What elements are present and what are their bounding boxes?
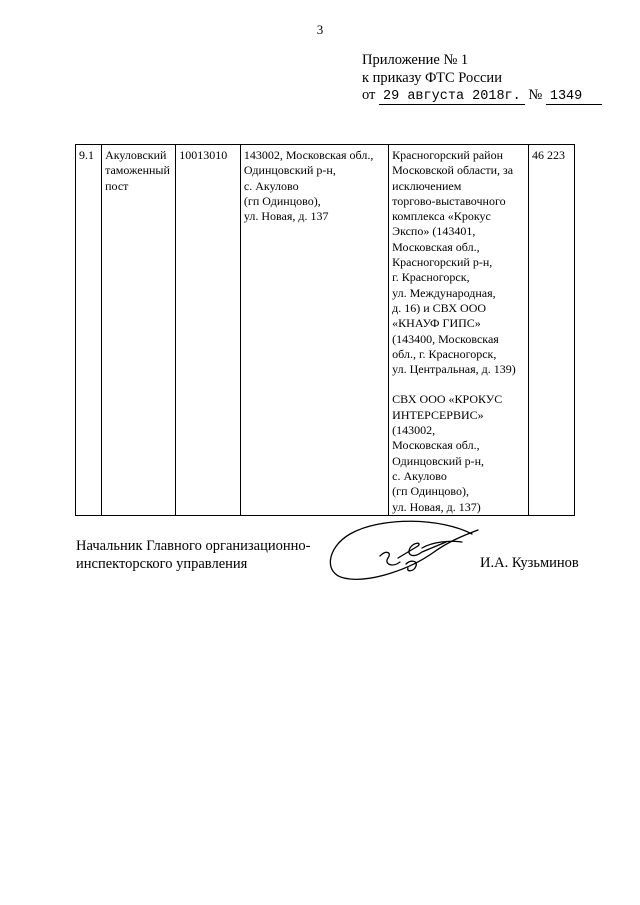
region-line: ул. Центральная, д. 139) bbox=[392, 362, 516, 377]
region-line: Красногорский р-н, bbox=[392, 255, 493, 270]
signer-position-line1: Начальник Главного организационно- bbox=[76, 538, 311, 554]
region-line: д. 16) и СВХ ООО bbox=[392, 300, 487, 315]
paragraph-gap bbox=[392, 377, 525, 392]
region-line: Красногорский район bbox=[392, 148, 504, 162]
post-code: 10013010 bbox=[176, 145, 241, 516]
region-line: ул. Новая, д. 137) bbox=[392, 499, 481, 514]
post-name-line: Акуловский bbox=[105, 148, 167, 162]
page-number: 3 bbox=[316, 22, 324, 37]
address-line: (гп Одинцово), bbox=[243, 193, 321, 208]
region-line: (гп Одинцово), bbox=[392, 484, 469, 499]
amount-cell: 46 223 bbox=[529, 145, 575, 516]
date-prefix: от bbox=[362, 87, 376, 103]
address-line: с. Акулово bbox=[243, 178, 299, 193]
signer-position-line2: инспекторского управления bbox=[76, 556, 248, 572]
region-line: комплекса «Крокус bbox=[392, 209, 491, 224]
appendix-header bbox=[362, 52, 602, 105]
address-line: Одинцовский р-н, bbox=[243, 163, 336, 178]
number-prefix: № bbox=[528, 87, 543, 103]
post-address-cell bbox=[240, 145, 388, 516]
handwritten-signature bbox=[322, 512, 492, 592]
signer-name: И.А. Кузьминов bbox=[480, 555, 579, 571]
region-line: Одинцовский р-н, bbox=[392, 453, 485, 468]
appendix-date-line bbox=[362, 87, 602, 105]
region-line: Московская обл., bbox=[392, 239, 480, 254]
customs-posts-table bbox=[75, 144, 575, 516]
region-line: (143002, bbox=[392, 423, 436, 438]
region-line: Московская обл., bbox=[392, 438, 480, 453]
post-name-line: таможенный bbox=[105, 163, 170, 178]
appendix-order-line: к приказу ФТС России bbox=[362, 69, 502, 86]
region-line: с. Акулово bbox=[392, 468, 447, 483]
post-name-cell bbox=[102, 145, 176, 516]
order-date: 29 августа 2018г. bbox=[379, 89, 525, 105]
order-number: 1349 bbox=[546, 89, 602, 105]
region-line: ул. Международная, bbox=[392, 285, 496, 300]
region-line: обл., г. Красногорск, bbox=[392, 346, 497, 361]
region-line: «КНАУФ ГИПС» bbox=[392, 316, 481, 331]
post-name-line: пост bbox=[105, 178, 129, 193]
region-line: ИНТЕРСЕРВИС» bbox=[392, 407, 484, 422]
region-line: г. Красногорск, bbox=[392, 270, 470, 285]
region-cell bbox=[389, 145, 529, 516]
address-line: 143002, Московская обл., bbox=[243, 148, 374, 162]
table-row bbox=[76, 145, 575, 516]
region-line: Экспо» (143401, bbox=[392, 224, 476, 239]
signer-position bbox=[76, 537, 310, 573]
row-index: 9.1 bbox=[76, 145, 102, 516]
region-line: СВХ ООО «КРОКУС bbox=[392, 392, 503, 407]
region-line: торгово-выставочного bbox=[392, 193, 506, 208]
region-line: исключением bbox=[392, 178, 462, 193]
appendix-title: Приложение № 1 bbox=[362, 52, 469, 68]
address-line: ул. Новая, д. 137 bbox=[243, 209, 329, 224]
region-line: (143400, Московская bbox=[392, 331, 499, 346]
region-line: Московской области, за bbox=[392, 163, 514, 178]
